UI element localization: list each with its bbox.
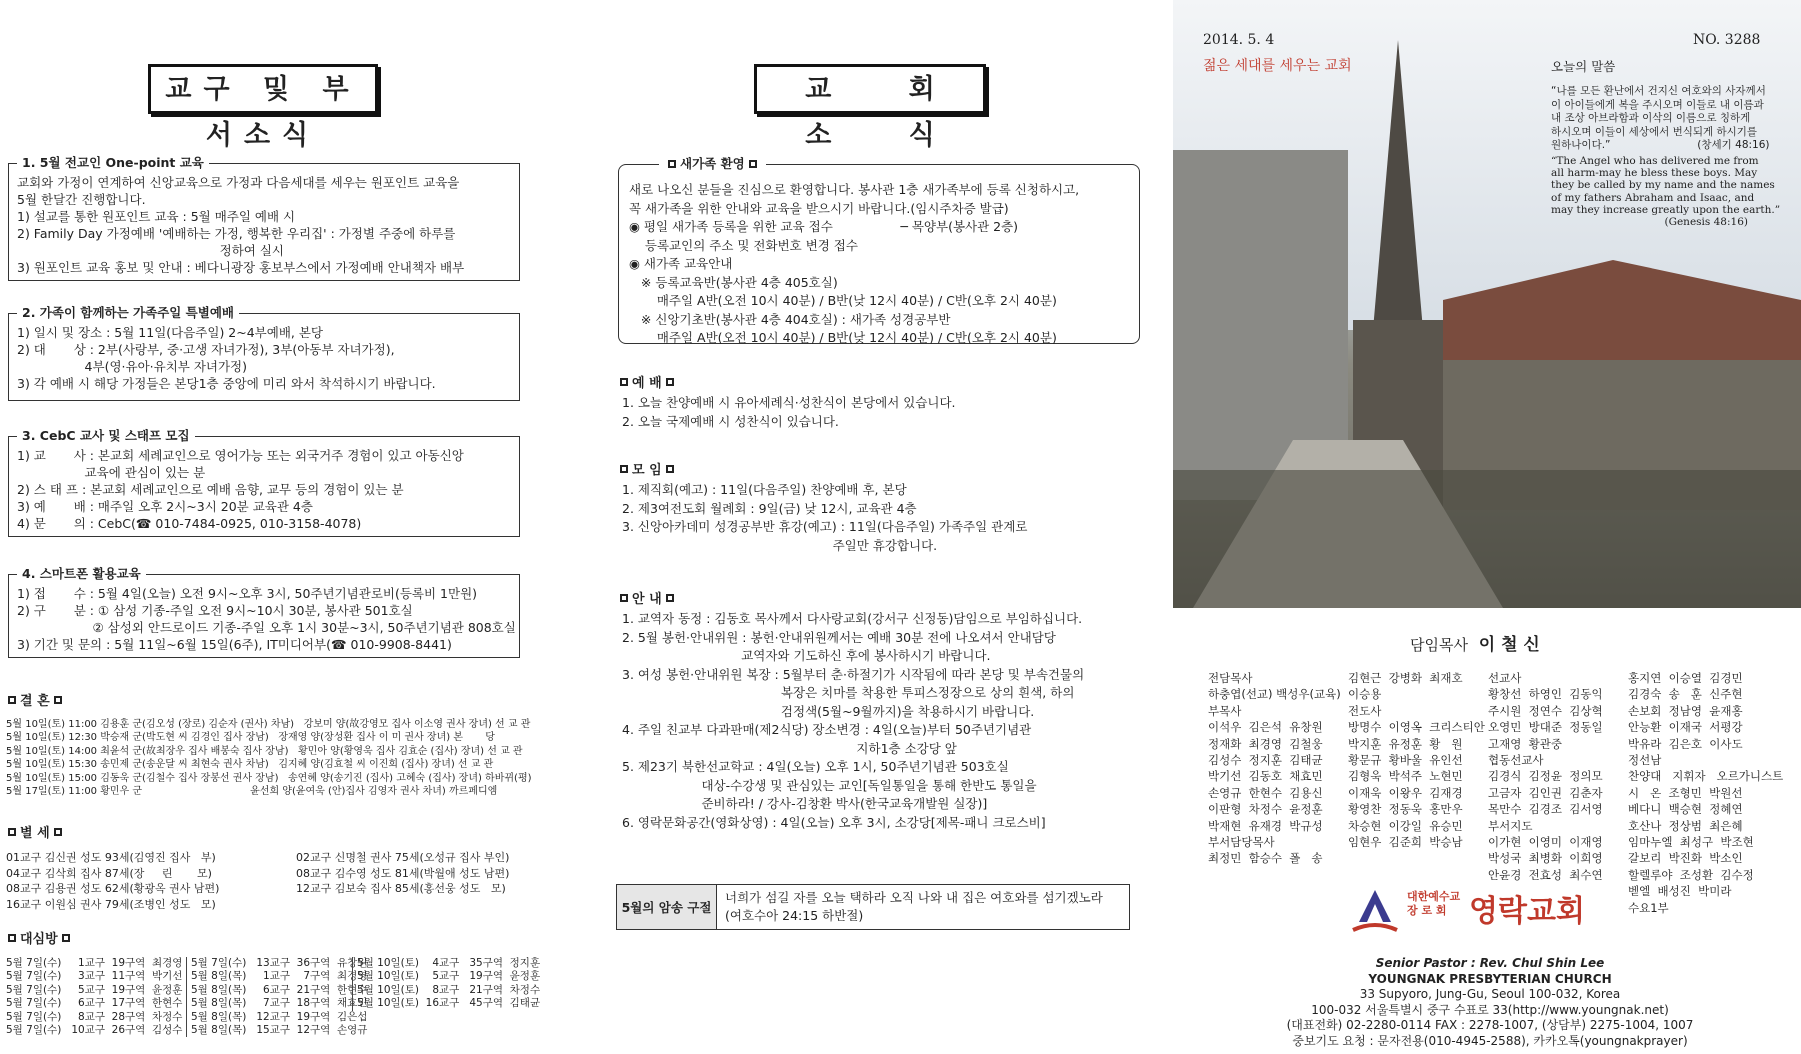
text-line: 1) 접 수 : 5월 4일(오늘) 오전 9시~오후 3시, 50주년기념관로비(등록비 1만원) xyxy=(17,586,478,601)
staff-row: 베다니 백승현 정혜연 xyxy=(1628,802,1743,817)
visit-row: 5월 8일(목) 7교구 18구역 채효민 xyxy=(191,997,368,1010)
visit-row: 5월 7일(수) 6교구 17구역 한현수 xyxy=(6,997,183,1010)
notice-item: 3. 여성 봉헌·안내위원 복장 : 5월부터 춘·하절기가 시작됨에 따라 본당 및 부속건물의 xyxy=(622,666,1085,682)
footer-line: (대표전화) 02-2280-0114 FAX : 2278-1007, (상담부) 2275-1004, 1007 xyxy=(1286,1018,1694,1032)
text-line: 꼭 새가족을 위한 안내와 교육을 받으시기 바랍니다.(임시주차증 발급) xyxy=(629,200,1009,216)
text-line: 매주일 A반(오전 10시 40분) / B반(낮 12시 40분) / C반(오후 2시 40분) xyxy=(629,293,1057,308)
church-footer-info xyxy=(1200,956,1780,1049)
wedding-row: 5월 10일(토) 14:00 최윤석 군(故최장우 집사 배봉숙 집사 장남) 황민아 양(황영욱 집사 김효순 (집사) 장녀) 선 교 관 xyxy=(6,745,523,757)
visit-list-2 xyxy=(186,957,367,1037)
text-line: ※ 신앙기초반(봉사관 4층 404호실) : 새가족 성경공부반 xyxy=(629,311,951,327)
staff-row: 고금자 김인권 김춘자 xyxy=(1488,785,1603,800)
wedding-row: 5월 10일(토) 11:00 김용훈 군(김오성 (장로) 김순자 (권사) 차남) 강보미 양(故강영모 집사 이소영 권사 장녀) 선 교 관 xyxy=(6,719,531,730)
section-body xyxy=(17,585,516,653)
staff-list-2 xyxy=(1348,670,1485,850)
notice-item: 6. 영락문화공간(영화상영) : 4일(오늘) 오후 3시, 소강당[제목-패니 크로스비] xyxy=(622,814,1046,830)
text-line: 이 아이들에게 복을 주시오며 이들로 내 이름과 xyxy=(1551,98,1764,111)
notice-header xyxy=(616,588,678,607)
staff-row: 손보회 정남영 윤재홍 xyxy=(1628,703,1743,718)
staff-row: 주시원 정연수 김상혁 xyxy=(1488,703,1603,718)
square-icon xyxy=(620,465,628,473)
text-line: may they increase greatly upon the earth.” xyxy=(1551,203,1781,216)
funeral-row: 08교구 김수영 성도 81세(박월애 성도 남편) xyxy=(296,866,510,880)
square-icon xyxy=(666,465,674,473)
staff-row: 차승현 이강일 유승민 xyxy=(1348,818,1463,833)
church-logo xyxy=(1345,886,1635,938)
staff-row: 황영찬 정동욱 홍만우 xyxy=(1348,802,1463,817)
text-line: 너희가 섬길 자를 오늘 택하라 오직 나와 내 집은 여호와를 섬기겠노라 xyxy=(725,890,1103,905)
text-line: 4부(영·유아·유치부 자녀가정) xyxy=(17,359,247,374)
text-line: ② 삼성외 안드로이드 기종-주일 오후 1시 30분~3시, 50주년기념관 808호실 xyxy=(17,620,516,635)
wedding-header xyxy=(4,690,66,709)
square-icon xyxy=(666,594,674,602)
pastor-name: 이 철 신 xyxy=(1478,635,1540,655)
funeral-row: 16교구 이원심 권사 79세(조병인 성도 모) xyxy=(6,897,216,911)
notice-item: 교역자와 기도하신 후에 봉사하시기 바랍니다. xyxy=(622,648,991,663)
senior-pastor xyxy=(1410,630,1540,655)
section-cebc xyxy=(8,428,520,537)
visit-row: 5월 8일(목) 12교구 19구역 김은섭 xyxy=(191,1010,368,1023)
staff-list-3 xyxy=(1488,670,1603,883)
text-line: 내 조상 아브라함과 이삭의 이름으로 칭하게 xyxy=(1551,112,1751,124)
memory-verse-text xyxy=(717,885,1111,929)
funeral-row: 02교구 신명철 권사 75세(오성규 집사 부인) xyxy=(296,851,510,864)
meeting-header xyxy=(616,459,678,478)
text-line: 3) 원포인트 교육 홍보 및 안내 : 베다니광장 홍보부스에서 가정예배 안내책자 배부 xyxy=(17,260,465,275)
meeting-item: 주일만 휴강합니다. xyxy=(622,537,938,553)
text-line: 1) 교 사 : 본교회 세례교인으로 영어가능 또는 외국거주 경험이 있고 아동신앙 xyxy=(17,448,464,463)
staff-row: 임현우 김준희 박승남 xyxy=(1348,835,1463,850)
funeral-row: 08교구 김용권 성도 62세(황광옥 권사 남편) xyxy=(6,882,220,895)
footer-line: 100-032 서울특별시 중구 수표로 33(http://www.youngnak.net) xyxy=(1311,1002,1669,1017)
text-line: 3) 각 예배 시 해당 가정들은 본당1층 중앙에 미리 와서 착석하시기 바랍니다. xyxy=(17,376,436,391)
section-body xyxy=(17,447,511,532)
visit-row: 5월 10일(토) 4교구 35구역 정지훈 xyxy=(357,957,541,969)
text-line: of my fathers Abraham and Isaac, and xyxy=(1551,191,1755,204)
visit-row: 5월 7일(수) 10교구 26구역 김성수 xyxy=(6,1024,183,1037)
memory-verse-box xyxy=(616,884,1130,930)
visit-header xyxy=(4,928,74,947)
notice-item: 지하1층 소강당 앞 xyxy=(622,740,957,756)
church-news-title: 교 회 소 식 xyxy=(754,64,986,114)
staff-row: 목만수 김경조 김서영 xyxy=(1488,802,1603,817)
meeting-item: 2. 제3여전도회 월례회 : 9일(금) 낮 12시, 교육관 4층 xyxy=(622,500,917,516)
text-line: 정하여 실시 xyxy=(17,243,284,258)
section-title: 3. CebC 교사 및 스태프 모집 xyxy=(17,427,195,445)
notice-list xyxy=(622,610,1084,832)
visit-list-3 xyxy=(352,957,540,1011)
staff-row: 김경식 김정윤 정의모 xyxy=(1488,769,1603,784)
district-news-title: 교구 및 부서소식 xyxy=(148,64,378,114)
text-line: ※ 등록교육반(봉사관 4층 405호실) xyxy=(629,274,838,290)
text-line: (Genesis 48:16) xyxy=(1551,216,1748,229)
staff-row: 부서담당목사 xyxy=(1208,835,1275,850)
text-line: all harm-may he bless these boys. May xyxy=(1551,167,1758,180)
footer-line: 33 Supyoro, Jung-Gu, Seoul 100-032, Korea xyxy=(1359,987,1621,1001)
text-line: 하시오며 이들이 세상에서 번식되게 하시기를 xyxy=(1551,125,1758,138)
staff-row: 이판형 차정수 윤정훈 xyxy=(1208,802,1323,817)
square-icon xyxy=(8,696,16,704)
square-icon xyxy=(62,934,70,942)
section-title: 2. 가족이 함께하는 가족주일 특별예배 xyxy=(17,304,239,322)
text-line: 교회와 가정이 연계하여 신앙교육으로 가정과 다음세대를 세우는 원포인트 교육을 xyxy=(17,175,460,190)
text-line: 3) 예 배 : 매주일 오후 2시~3시 20분 교육관 4층 xyxy=(17,499,313,514)
notice-item: 5. 제23기 북한선교학교 : 4일(오늘) 오후 1시, 50주년기념관 503호실 xyxy=(622,759,1009,774)
staff-row: 고재영 황관중 xyxy=(1488,736,1562,751)
meeting-item: 3. 신앙아카데미 성경공부반 휴강(예고) : 11일(다음주일) 가족주일 관계로 xyxy=(622,519,1028,534)
todays-word-english xyxy=(1551,155,1780,228)
church-photo xyxy=(1173,0,1801,608)
wedding-title: 결 혼 xyxy=(20,694,50,709)
footer-line: Senior Pastor : Rev. Chul Shin Lee xyxy=(1375,956,1605,970)
staff-row: 하충엽(선교) 백성우(교육) xyxy=(1208,687,1341,702)
staff-row: 이석우 김은석 유창원 xyxy=(1208,720,1323,735)
funeral-list-right xyxy=(296,850,509,897)
visit-row: 5월 7일(수) 8교구 28구역 차정수 xyxy=(6,1010,183,1023)
visit-row: 5월 8일(목) 1교구 7구역 최경영 xyxy=(191,970,368,983)
staff-row: 박기선 김동호 채효민 xyxy=(1208,769,1323,784)
square-icon xyxy=(620,378,628,386)
worship-title: 예 배 xyxy=(632,376,662,391)
square-icon xyxy=(666,378,674,386)
funeral-title: 별 세 xyxy=(20,826,50,841)
staff-row: 김형욱 박석주 노현민 xyxy=(1348,769,1463,784)
visit-row: 5월 7일(수) 3교구 11구역 박기선 xyxy=(6,970,183,983)
staff-row: 찬양대 지휘자 오르가니스트 xyxy=(1628,769,1784,784)
district-news-column xyxy=(0,0,560,1054)
text-line: 2) 구 분 : ① 삼성 기종-주일 오전 9시~10시 30분, 봉사관 501호실 xyxy=(17,603,413,618)
logo-denomination: 대한예수교 장 로 회 xyxy=(1407,890,1461,917)
square-icon xyxy=(620,594,628,602)
church-news-column xyxy=(600,0,1160,1054)
wedding-row: 5월 10일(토) 15:30 송민제 군(송운달 씨 최현숙 권사 차남) 김지혜 양(김효철 씨 이진희 (집사) 장녀) 선 교 관 xyxy=(6,759,494,771)
text-line: “The Angel who has delivered me from xyxy=(1551,155,1759,167)
todays-word-korean xyxy=(1551,85,1770,153)
worship-item: 2. 오늘 국제예배 시 성찬식이 있습니다. xyxy=(622,413,839,429)
meeting-item: 1. 제직회(예고) : 11일(다음주일) 찬양예배 후, 본당 xyxy=(622,482,907,497)
text-line: 새로 나오신 분들을 진심으로 환영합니다. 봉사관 1층 새가족부에 등록 신청하시고, xyxy=(629,182,1080,197)
staff-row: 시 온 조형민 박원선 xyxy=(1628,785,1743,800)
visit-title: 대심방 xyxy=(20,932,58,947)
funeral-row: 01교구 김신권 성도 93세(김영진 집사 부) xyxy=(6,851,216,864)
staff-row: 김성수 정지훈 김태균 xyxy=(1208,753,1323,768)
funeral-list-left xyxy=(6,850,219,912)
wedding-row: 5월 17일(토) 11:00 황민우 군 윤선희 양(윤여욱 (안)집사 김영자 권사 차녀) 까르페디엠 xyxy=(6,786,498,798)
staff-row: 안능환 이재국 서평강 xyxy=(1628,720,1743,735)
staff-row: 손영규 한현수 김용신 xyxy=(1208,785,1323,800)
worship-item: 1. 오늘 찬양예배 시 유아세례식·성찬식이 본당에서 있습니다. xyxy=(622,395,956,410)
staff-row: 황문규 황바울 유인선 xyxy=(1348,753,1463,768)
visit-row: 5월 8일(목) 6교구 21구역 한현수 xyxy=(191,983,368,996)
staff-row: 할렐루야 조성환 김수정 xyxy=(1628,867,1754,882)
text-line: 2) Family Day 가정예배 '예배하는 가정, 행복한 우리집' : 가정별 주중에 하루를 xyxy=(17,226,456,241)
text-line: 원하나이다.” (창세기 48:16) xyxy=(1551,139,1770,151)
staff-row: 박지훈 유정훈 황 원 xyxy=(1348,736,1463,751)
notice-item: 검정색(5월~9월까지)을 착용하시기 바랍니다. xyxy=(622,703,1035,719)
funeral-row: 04교구 김삭희 집사 87세(장 린 모) xyxy=(6,866,212,880)
staff-row: 김경숙 송 훈 신주현 xyxy=(1628,687,1743,702)
visit-row: 5월 7일(수) 13교구 36구역 유창원 xyxy=(191,957,368,969)
section-family-worship xyxy=(8,305,520,401)
staff-row: 이재욱 이왕우 김재경 xyxy=(1348,785,1463,800)
text-line: ◉ 새가족 교육안내 xyxy=(629,256,733,271)
visit-row: 5월 10일(토) 8교구 21구역 차정수 xyxy=(357,983,541,996)
section-title: 4. 스마트폰 활용교육 xyxy=(17,565,146,583)
funeral-row: 12교구 김보숙 집사 85세(홍선웅 성도 모) xyxy=(296,882,506,895)
staff-row: 갈보리 박진화 박소인 xyxy=(1628,851,1743,866)
section-smartphone xyxy=(8,566,520,658)
text-line: (여호수아 24:15 하반절) xyxy=(725,908,864,923)
notice-item: 대상-수강생 및 관심있는 교인[독일통일을 통해 한반도 통일을 xyxy=(622,777,1037,793)
staff-row: 호산나 정상범 최은혜 xyxy=(1628,818,1743,833)
notice-item: 2. 5월 봉헌·안내위원 : 봉헌·안내위원께서는 예배 30분 전에 나오셔서 안내담당 xyxy=(622,629,1056,645)
funeral-header xyxy=(4,822,66,841)
text-line: 등록교인의 주소 및 전화번호 변경 접수 xyxy=(629,237,858,253)
staff-row: 수요1부 xyxy=(1628,900,1669,915)
bulletin-date: 2014. 5. 4 xyxy=(1203,32,1275,48)
notice-item: 1. 교역자 동정 : 김동호 목사께서 다사랑교회(강서구 신정동)담임으로 부임하십니다. xyxy=(622,611,1083,626)
section-onepoint xyxy=(8,155,520,281)
section-body xyxy=(17,324,511,392)
text-line: 1) 설교를 통한 원포인트 교육 : 5월 매주일 예배 시 xyxy=(17,209,296,224)
text-line: 2) 스 태 프 : 본교회 세례교인으로 예배 음향, 교무 등의 경험이 있는 분 xyxy=(17,482,404,497)
wedding-row: 5월 10일(토) 15:00 김동욱 군(김철수 집사 장봉선 권사 장남) 송연혜 양(송기진 (집사) 고혜숙 (집사) 장녀) 하바뀌(평) xyxy=(6,772,532,784)
footer-line: YOUNGNAK PRESBYTERIAN CHURCH xyxy=(1368,971,1612,986)
notice-title: 안 내 xyxy=(632,592,662,607)
visit-row: 5월 7일(수) 1교구 19구역 최경영 xyxy=(6,957,183,969)
staff-row: 홍지연 이승열 김경민 xyxy=(1628,671,1743,685)
section-title: 1. 5월 전교인 One-point 교육 xyxy=(17,154,209,172)
text-line: ◉ 평일 새가족 등록을 위한 교육 접수 ─ 목양부(봉사관 2층) xyxy=(629,219,1019,234)
staff-row: 박성국 최병화 이희영 xyxy=(1488,851,1603,866)
visit-list-1 xyxy=(6,957,182,1037)
square-icon xyxy=(8,934,16,942)
staff-row: 전담목사 xyxy=(1208,671,1253,685)
worship-list xyxy=(622,394,956,431)
text-line: 5월 한달간 진행합니다. xyxy=(17,192,146,207)
text-line: 매주일 A반(오전 10시 40분) / B반(낮 12시 40분) / C반(오후 2시 40분) xyxy=(629,330,1057,345)
notice-item: 준비하라! / 강사-김창환 박사(한국교육개발원 실장)] xyxy=(622,796,988,811)
visit-row: 5월 7일(수) 5교구 19구역 윤정훈 xyxy=(6,983,183,996)
new-family-box xyxy=(618,156,1140,345)
staff-row: 부서지도 xyxy=(1488,818,1533,833)
church-logo-icon xyxy=(1345,886,1405,936)
staff-row: 오영민 방대준 정동일 xyxy=(1488,720,1603,735)
staff-row: 임마누엘 최성구 박조현 xyxy=(1628,835,1754,850)
notice-item: 복장은 치마를 착용한 투피스정장으로 상의 흰색, 하의 xyxy=(622,685,1075,700)
memory-verse-label: 5월의 암송 구절 xyxy=(617,885,717,929)
staff-row: 황창선 하영인 김동익 xyxy=(1488,687,1603,702)
text-line: 2) 대 상 : 2부(사랑부, 중·고생 자녀가정), 3부(아동부 자녀가정), xyxy=(17,342,395,357)
staff-row: 정선남 xyxy=(1628,753,1662,768)
staff-row: 박유라 김은호 이사도 xyxy=(1628,736,1743,751)
pastor-label: 담임목사 xyxy=(1410,636,1468,654)
staff-row: 최정민 함승수 폴 송 xyxy=(1208,851,1323,866)
new-family-body xyxy=(629,181,1129,348)
worship-header xyxy=(616,372,678,391)
staff-row: 전도사 xyxy=(1348,703,1382,718)
square-icon xyxy=(8,828,16,836)
staff-row: 협동선교사 xyxy=(1488,753,1544,768)
visit-row: 5월 10일(토) 5교구 19구역 윤정훈 xyxy=(357,970,541,983)
staff-row: 부목사 xyxy=(1208,703,1242,718)
footer-line: 중보기도 요청 : 문자전용(010-4945-2588), 카카오톡(youngnakprayer) xyxy=(1292,1033,1688,1048)
staff-row: 이승용 xyxy=(1348,687,1382,702)
todays-word-title: 오늘의 말씀 xyxy=(1551,59,1616,74)
staff-row: 선교사 xyxy=(1488,671,1522,685)
staff-list-4 xyxy=(1628,670,1783,916)
staff-list-1 xyxy=(1208,670,1341,867)
text-line: 4) 문 의 : CebC(☎ 010-7484-0925, 010-3158-4078) xyxy=(17,516,362,531)
text-line: they be called by my name and the names xyxy=(1551,179,1775,192)
section-body xyxy=(17,174,511,276)
bulletin-number: NO. 3288 xyxy=(1693,32,1761,48)
staff-row: 박재현 유재경 박규성 xyxy=(1208,818,1323,833)
staff-row: 이가현 이영미 이재영 xyxy=(1488,835,1603,850)
staff-row: 방명수 이영옥 크리스티안 xyxy=(1348,720,1485,735)
staff-row: 벧엘 배성진 박미라 xyxy=(1628,884,1732,899)
wedding-row: 5월 10일(토) 12:30 박승재 군(박도현 씨 김경인 집사 장남) 장재영 양(장성환 집사 이 미 권사 장녀) 본 당 xyxy=(6,732,495,744)
meeting-title: 모 임 xyxy=(632,463,662,478)
text-line: 교육에 관심이 있는 분 xyxy=(17,465,206,480)
church-motto: 젊은 세대를 세우는 교회 xyxy=(1203,58,1352,74)
notice-item: 4. 주일 친교부 다과판매(제2식당) 장소변경 : 4일(오늘)부터 50주년기념관 xyxy=(622,722,1032,737)
logo-church-name: 영락교회 xyxy=(1469,894,1585,929)
staff-row: 안윤경 전효성 최수연 xyxy=(1488,867,1603,882)
meeting-list xyxy=(622,481,1027,555)
new-family-title: 새가족 환영 xyxy=(659,155,766,174)
square-icon xyxy=(54,696,62,704)
text-line: 3) 기간 및 문의 : 5월 11일~6월 15일(6주), IT미디어부(☎ 010-9908-8441) xyxy=(17,637,452,652)
wedding-list xyxy=(6,718,532,798)
staff-row: 정재화 최경영 김철웅 xyxy=(1208,736,1323,751)
visit-row: 5월 8일(목) 15교구 12구역 손영규 xyxy=(191,1024,368,1037)
square-icon xyxy=(54,828,62,836)
text-line: 1) 일시 및 장소 : 5월 11일(다음주일) 2~4부예배, 본당 xyxy=(17,325,323,340)
visit-row: 5월 10일(토) 16교구 45구역 김태균 xyxy=(357,997,541,1010)
text-line: “나를 모든 환난에서 건지신 여호와의 사자께서 xyxy=(1551,85,1766,97)
staff-row: 김현근 강병화 최재호 xyxy=(1348,671,1463,685)
